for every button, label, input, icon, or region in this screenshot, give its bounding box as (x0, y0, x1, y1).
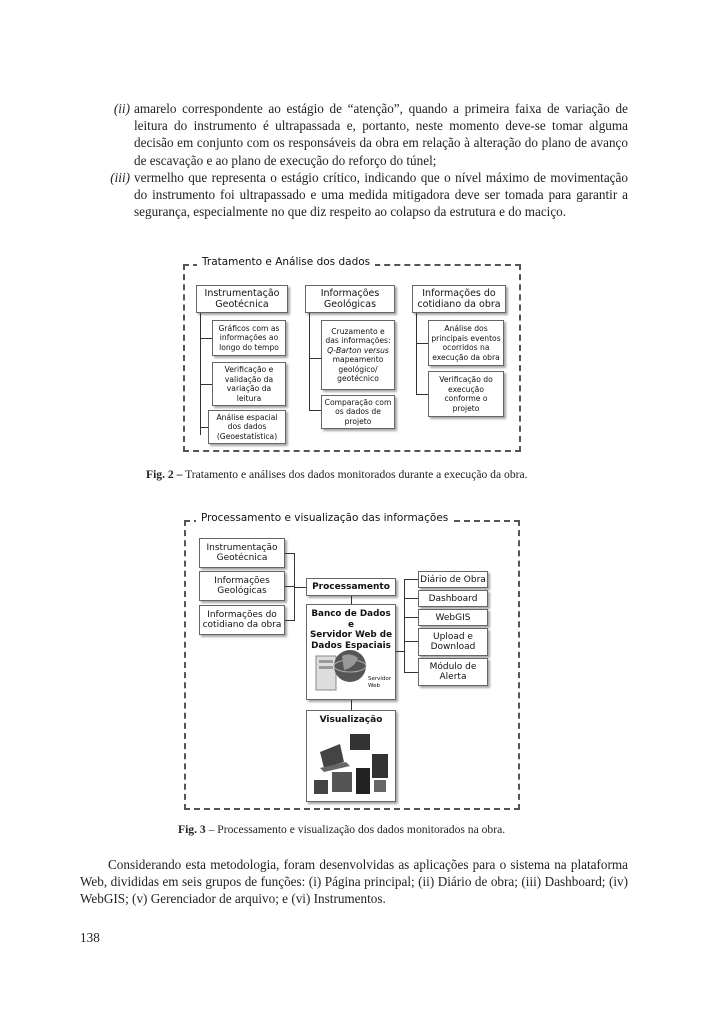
fig2-col2-item: Comparação com os dados de projeto (321, 395, 395, 429)
fig2-col3-item: Verificação do execução conforme o projeto (428, 371, 504, 417)
fig3-output-box: Dashboard (418, 590, 488, 607)
list-item-text: vermelho que representa o estágio crítico, indicando que o nível máximo de movimentação do instrumento foi ultrapassado e uma medida mitigadora deve ser tomada para garantir a segurança, especialmente no que diz respeito ao colapso da estrutura e do maciço. (134, 169, 628, 220)
devices-icon (312, 728, 392, 798)
fig2-col1-item: Gráficos com as informações ao longo do tempo (212, 320, 286, 356)
fig2-col3-header: Informações do cotidiano da obra (412, 285, 506, 313)
fig3-output-box: Diário de Obra (418, 571, 488, 588)
fig3-visualization-box: Visualização (306, 710, 396, 802)
page-number: 138 (80, 930, 100, 945)
figure-2-caption: Fig. 2 – Tratamento e análises dos dados monitorados durante a execução da obra. (146, 468, 528, 481)
fig3-input-box: Informações Geológicas (199, 571, 285, 601)
fig3-output-box: Módulo de Alerta (418, 658, 488, 686)
fig3-input-box: Informações do cotidiano da obra (199, 605, 285, 635)
list-item-text: amarelo correspondente ao estágio de “atenção”, quando a primeira faixa de variação de leitura do instrumento é ultrapassada e, portanto, neste momento deve-se tomar alguma decisão em conjunto com os responsáveis da obra em relação à alteração do plano de avanço de escavação e ao plano de execução do reforço do túnel; (134, 101, 628, 168)
body-paragraph: Considerando esta metodologia, foram desenvolvidas as aplicações para o sistema na plataforma Web, divididas em seis grupos de funções: (i) Página principal; (ii) Diário de obra; (iii) Dashboard; (iv) WebGIS; (v) Gerenciador de arquivo; e (vi) Instrumentos. (80, 857, 628, 907)
fig2-col2-item: Cruzamento e das informações: Q-Barton versus mapeamento geológico/ geotécnico (321, 320, 395, 390)
server-label: Servidor Web (368, 676, 392, 689)
fig2-col3-item: Análise dos principais eventos ocorridos na execução da obra (428, 320, 504, 366)
list-item (108, 169, 628, 221)
figure-2-title: Tratamento e Análise dos dados (197, 256, 375, 268)
list-item (108, 100, 628, 169)
fig2-col1-item: Verificação e validação da variação da leitura (212, 362, 286, 406)
figure-3-title: Processamento e visualização das informações (196, 512, 453, 524)
fig3-database-box: Banco de Dados e Servidor Web de Dados Espaciais (306, 604, 396, 700)
fig2-col1-item: Análise espacial dos dados (Geoestatística) (208, 410, 286, 444)
fig2-col2-header: Informações Geológicas (305, 285, 395, 313)
figure-3-caption: Fig. 3 – Processamento e visualização dos dados monitorados na obra. (178, 823, 506, 836)
fig3-output-box: WebGIS (418, 609, 488, 626)
fig3-processing-box: Processamento (306, 578, 396, 596)
enumerated-list (108, 100, 628, 220)
fig2-col1-header: Instrumentação Geotécnica (196, 285, 288, 313)
list-item-number: (iii) (110, 169, 130, 185)
fig3-input-box: Instrumentação Geotécnica (199, 538, 285, 568)
fig3-output-box: Upload e Download (418, 628, 488, 656)
server-globe-icon (314, 646, 370, 694)
list-item-number: (ii) (113, 101, 130, 116)
